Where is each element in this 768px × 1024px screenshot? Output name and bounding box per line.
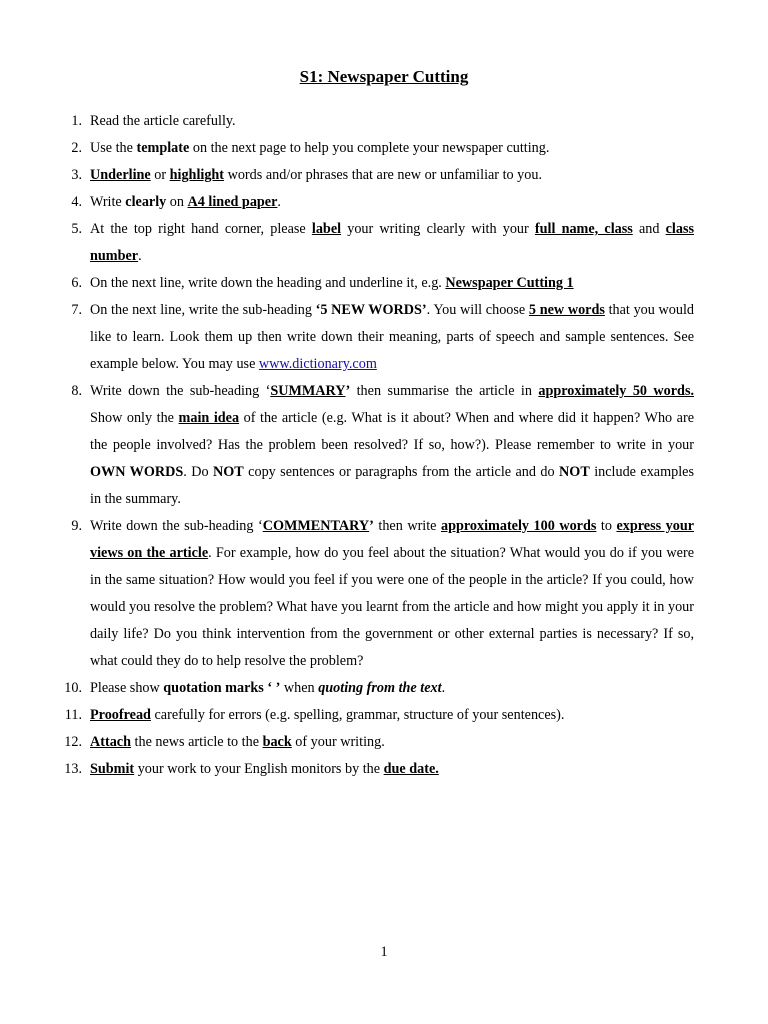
instruction-text [90, 135, 694, 162]
text-run: of the article (e.g. What is it about? When and where did it happen? Who are the people involved? Has the problem been resolved? If so, how?). Please remember to write in your [90, 410, 695, 453]
instruction-list [0, 108, 768, 783]
instruction-number: 9. [71, 518, 82, 534]
instruction-number: 10. [64, 680, 82, 696]
emphasis-text: A4 lined paper [187, 194, 278, 210]
text-run: Write [90, 194, 126, 210]
emphasis-text: approximately 100 words [441, 518, 597, 534]
instruction-text [90, 108, 694, 135]
instruction-text [90, 729, 694, 756]
text-run: . [277, 194, 281, 210]
instruction-text [90, 189, 694, 216]
emphasis-text: 5 new words [528, 302, 605, 318]
text-run: Show only the [90, 410, 179, 426]
instruction-text [90, 297, 694, 378]
emphasis-text: back [262, 734, 292, 750]
text-run: . Do [183, 464, 213, 480]
text-run: carefully for errors (e.g. spelling, grammar, structure of your sentences). [150, 707, 565, 723]
page-number: 1 [380, 944, 388, 960]
instruction-number: 7. [71, 302, 82, 318]
text-run: then summarise the article in [350, 383, 539, 399]
instruction-item [0, 216, 768, 270]
instruction-text [90, 378, 694, 513]
text-run: on the next page to help you complete your newspaper cutting. [189, 140, 550, 156]
emphasis-text: ‘5 NEW WORDS’ [315, 302, 427, 318]
emphasis-text: quoting from the text [318, 680, 442, 696]
text-run: that you would like to learn. Look them up then write down their meaning, parts of speech and sample sentences. See example below. You may use [90, 302, 695, 372]
instruction-number: 11. [64, 707, 82, 723]
instruction-item [0, 729, 768, 756]
emphasis-text: main idea [178, 410, 240, 426]
instruction-text [90, 675, 694, 702]
page-title: S1: Newspaper Cutting [299, 67, 469, 86]
instruction-number: 2. [71, 140, 82, 156]
emphasis-text: NOT [213, 464, 244, 480]
instruction-text [90, 702, 694, 729]
instruction-number: 1. [71, 113, 82, 129]
text-run: when [280, 680, 319, 696]
text-run: words and/or phrases that are new or unfamiliar to you. [224, 167, 542, 183]
emphasis-text: clearly [125, 194, 167, 210]
emphasis-text: quotation marks ‘ ’ [163, 680, 281, 696]
text-run: on [166, 194, 188, 210]
instruction-item [0, 513, 768, 675]
text-run: Write down the sub-heading ‘ [90, 518, 263, 534]
text-run: . [441, 680, 446, 696]
instruction-text [90, 756, 694, 783]
instruction-number: 12. [64, 734, 82, 750]
emphasis-text: ’ [345, 383, 351, 399]
emphasis-text: ’ [369, 518, 374, 534]
text-run: Use the [90, 140, 137, 156]
text-run: . For example, how do you feel about the situation? What would you do if you were in the same situation? How would you feel if you were one of the people in the article? If you could, how would you resolve the problem? What have you learnt from the article and how might you apply it in your daily life? Do you think intervention from the government or other external parties is necessary? If so, what could they do to help resolve the problem? [90, 545, 694, 669]
instruction-item [0, 756, 768, 783]
emphasis-text: SUMMARY [270, 383, 346, 399]
instruction-number: 4. [71, 194, 82, 210]
instruction-number: 5. [71, 221, 82, 237]
instruction-item [0, 270, 768, 297]
emphasis-text: template [136, 140, 190, 156]
instruction-item [0, 675, 768, 702]
text-run: Please show [90, 680, 164, 696]
text-run: to [596, 518, 617, 534]
instruction-text [90, 162, 694, 189]
instruction-item [0, 189, 768, 216]
instruction-number: 13. [64, 761, 82, 777]
emphasis-text: Newspaper Cutting 1 [445, 275, 574, 291]
emphasis-text: full name, class [534, 221, 633, 237]
text-run: On the next line, write the sub-heading [90, 302, 316, 318]
text-run: or [150, 167, 170, 183]
instruction-item [0, 702, 768, 729]
text-run: At the top right hand corner, please [90, 221, 312, 237]
text-run: your writing clearly with your [341, 221, 535, 237]
text-run: . You will choose [426, 302, 529, 318]
text-run: copy sentences or paragraphs from the article and do [243, 464, 560, 480]
instruction-item [0, 378, 768, 513]
instruction-item [0, 162, 768, 189]
text-run: the news article to the [130, 734, 263, 750]
emphasis-text: class number [90, 221, 694, 264]
emphasis-text: NOT [559, 464, 590, 480]
emphasis-text: Underline [90, 167, 151, 183]
instruction-text [90, 270, 694, 297]
instruction-number: 6. [71, 275, 82, 291]
instruction-item [0, 108, 768, 135]
emphasis-text: highlight [169, 167, 225, 183]
emphasis-text: approximately 50 words. [538, 383, 695, 399]
text-run: include examples in the summary. [90, 464, 694, 507]
instruction-item [0, 135, 768, 162]
emphasis-text: Submit [90, 761, 135, 777]
emphasis-text: express your views on the article [90, 518, 695, 561]
emphasis-text: OWN WORDS [90, 464, 184, 480]
instruction-text [90, 216, 694, 270]
emphasis-text: due date. [383, 761, 439, 777]
text-run: of your writing. [291, 734, 385, 750]
text-run: your work to your English monitors by the [134, 761, 384, 777]
emphasis-text: Attach [90, 734, 131, 750]
instruction-number: 8. [71, 383, 82, 399]
emphasis-text: COMMENTARY [262, 518, 370, 534]
text-run: then write [373, 518, 441, 534]
dictionary-link[interactable]: www.dictionary.com [258, 356, 377, 372]
text-run: On the next line, write down the heading and underline it, e.g. [90, 275, 446, 291]
text-run: Write down the sub-heading ‘ [90, 383, 271, 399]
instruction-text [90, 513, 694, 675]
text-run: . [138, 248, 142, 264]
instruction-item [0, 297, 768, 378]
instruction-number: 3. [71, 167, 82, 183]
emphasis-text: Proofread [90, 707, 151, 723]
text-run: and [632, 221, 666, 237]
text-run: Read the article carefully. [90, 113, 236, 129]
emphasis-text: label [311, 221, 342, 237]
